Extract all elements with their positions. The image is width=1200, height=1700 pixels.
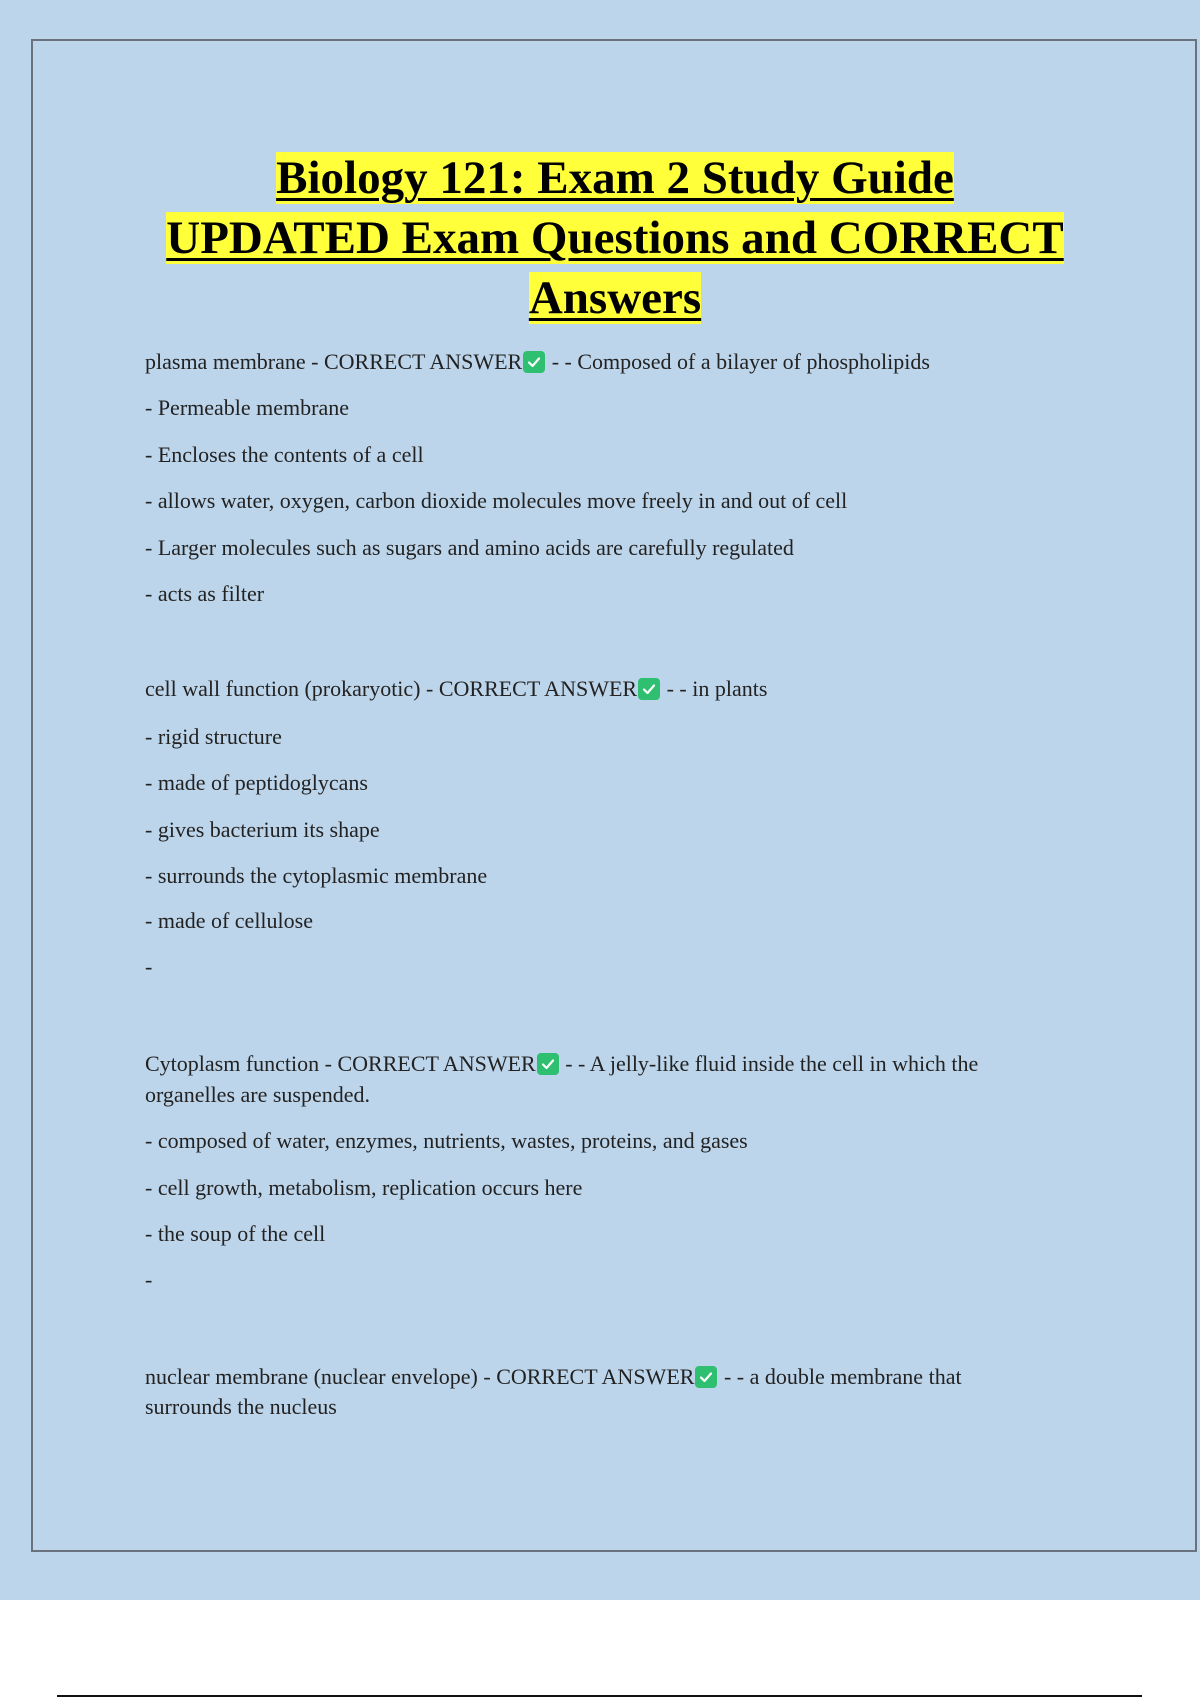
document-title [120, 148, 1110, 328]
check-mark-icon [695, 1366, 717, 1388]
list-item: - Encloses the contents of a cell [145, 442, 424, 467]
entry-heading [145, 1049, 1080, 1079]
title-line-1: Biology 121: Exam 2 Study Guide [276, 152, 954, 204]
entry-term: cell wall function (prokaryotic) - CORRECT ANSWER [145, 676, 638, 701]
entry-term: nuclear membrane (nuclear envelope) - CORRECT ANSWER [145, 1364, 695, 1389]
entry-heading [145, 674, 1080, 704]
list-item: - Larger molecules such as sugars and amino acids are carefully regulated [145, 535, 794, 560]
entry-answer: - - in plants [661, 676, 768, 701]
entry-answer-continued: surrounds the nucleus [145, 1394, 337, 1419]
check-mark-icon [537, 1053, 559, 1075]
entry-term: plasma membrane - CORRECT ANSWER [145, 349, 523, 374]
list-item: - made of cellulose [145, 908, 313, 933]
title-line-3: Answers [528, 272, 702, 324]
list-item: - [145, 954, 153, 979]
entry-answer-continued: organelles are suspended. [145, 1082, 371, 1107]
list-item: - gives bacterium its shape [145, 817, 380, 842]
list-item: - surrounds the cytoplasmic membrane [145, 863, 488, 888]
list-item: - made of peptidoglycans [145, 770, 368, 795]
list-item: - acts as filter [145, 581, 265, 606]
footer-divider [57, 1695, 1142, 1697]
check-mark-icon [638, 678, 660, 700]
list-item: - allows water, oxygen, carbon dioxide molecules move freely in and out of cell [145, 488, 848, 513]
entry-heading [145, 1362, 1080, 1392]
entry-heading [145, 347, 1080, 377]
list-item: - [145, 1267, 153, 1292]
list-item: - composed of water, enzymes, nutrients, wastes, proteins, and gases [145, 1128, 748, 1153]
list-item: - cell growth, metabolism, replication occurs here [145, 1175, 583, 1200]
list-item: - Permeable membrane [145, 395, 350, 420]
entry-answer: - - Composed of a bilayer of phospholipids [546, 349, 930, 374]
entry-answer: - - A jelly-like fluid inside the cell in which the [559, 1051, 979, 1076]
title-line-2: UPDATED Exam Questions and CORRECT [166, 212, 1064, 264]
entry-answer: - - a double membrane that [718, 1364, 962, 1389]
entry-term: Cytoplasm function - CORRECT ANSWER [145, 1051, 536, 1076]
check-mark-icon [523, 351, 545, 373]
list-item: - the soup of the cell [145, 1221, 326, 1246]
list-item: - rigid structure [145, 724, 282, 749]
